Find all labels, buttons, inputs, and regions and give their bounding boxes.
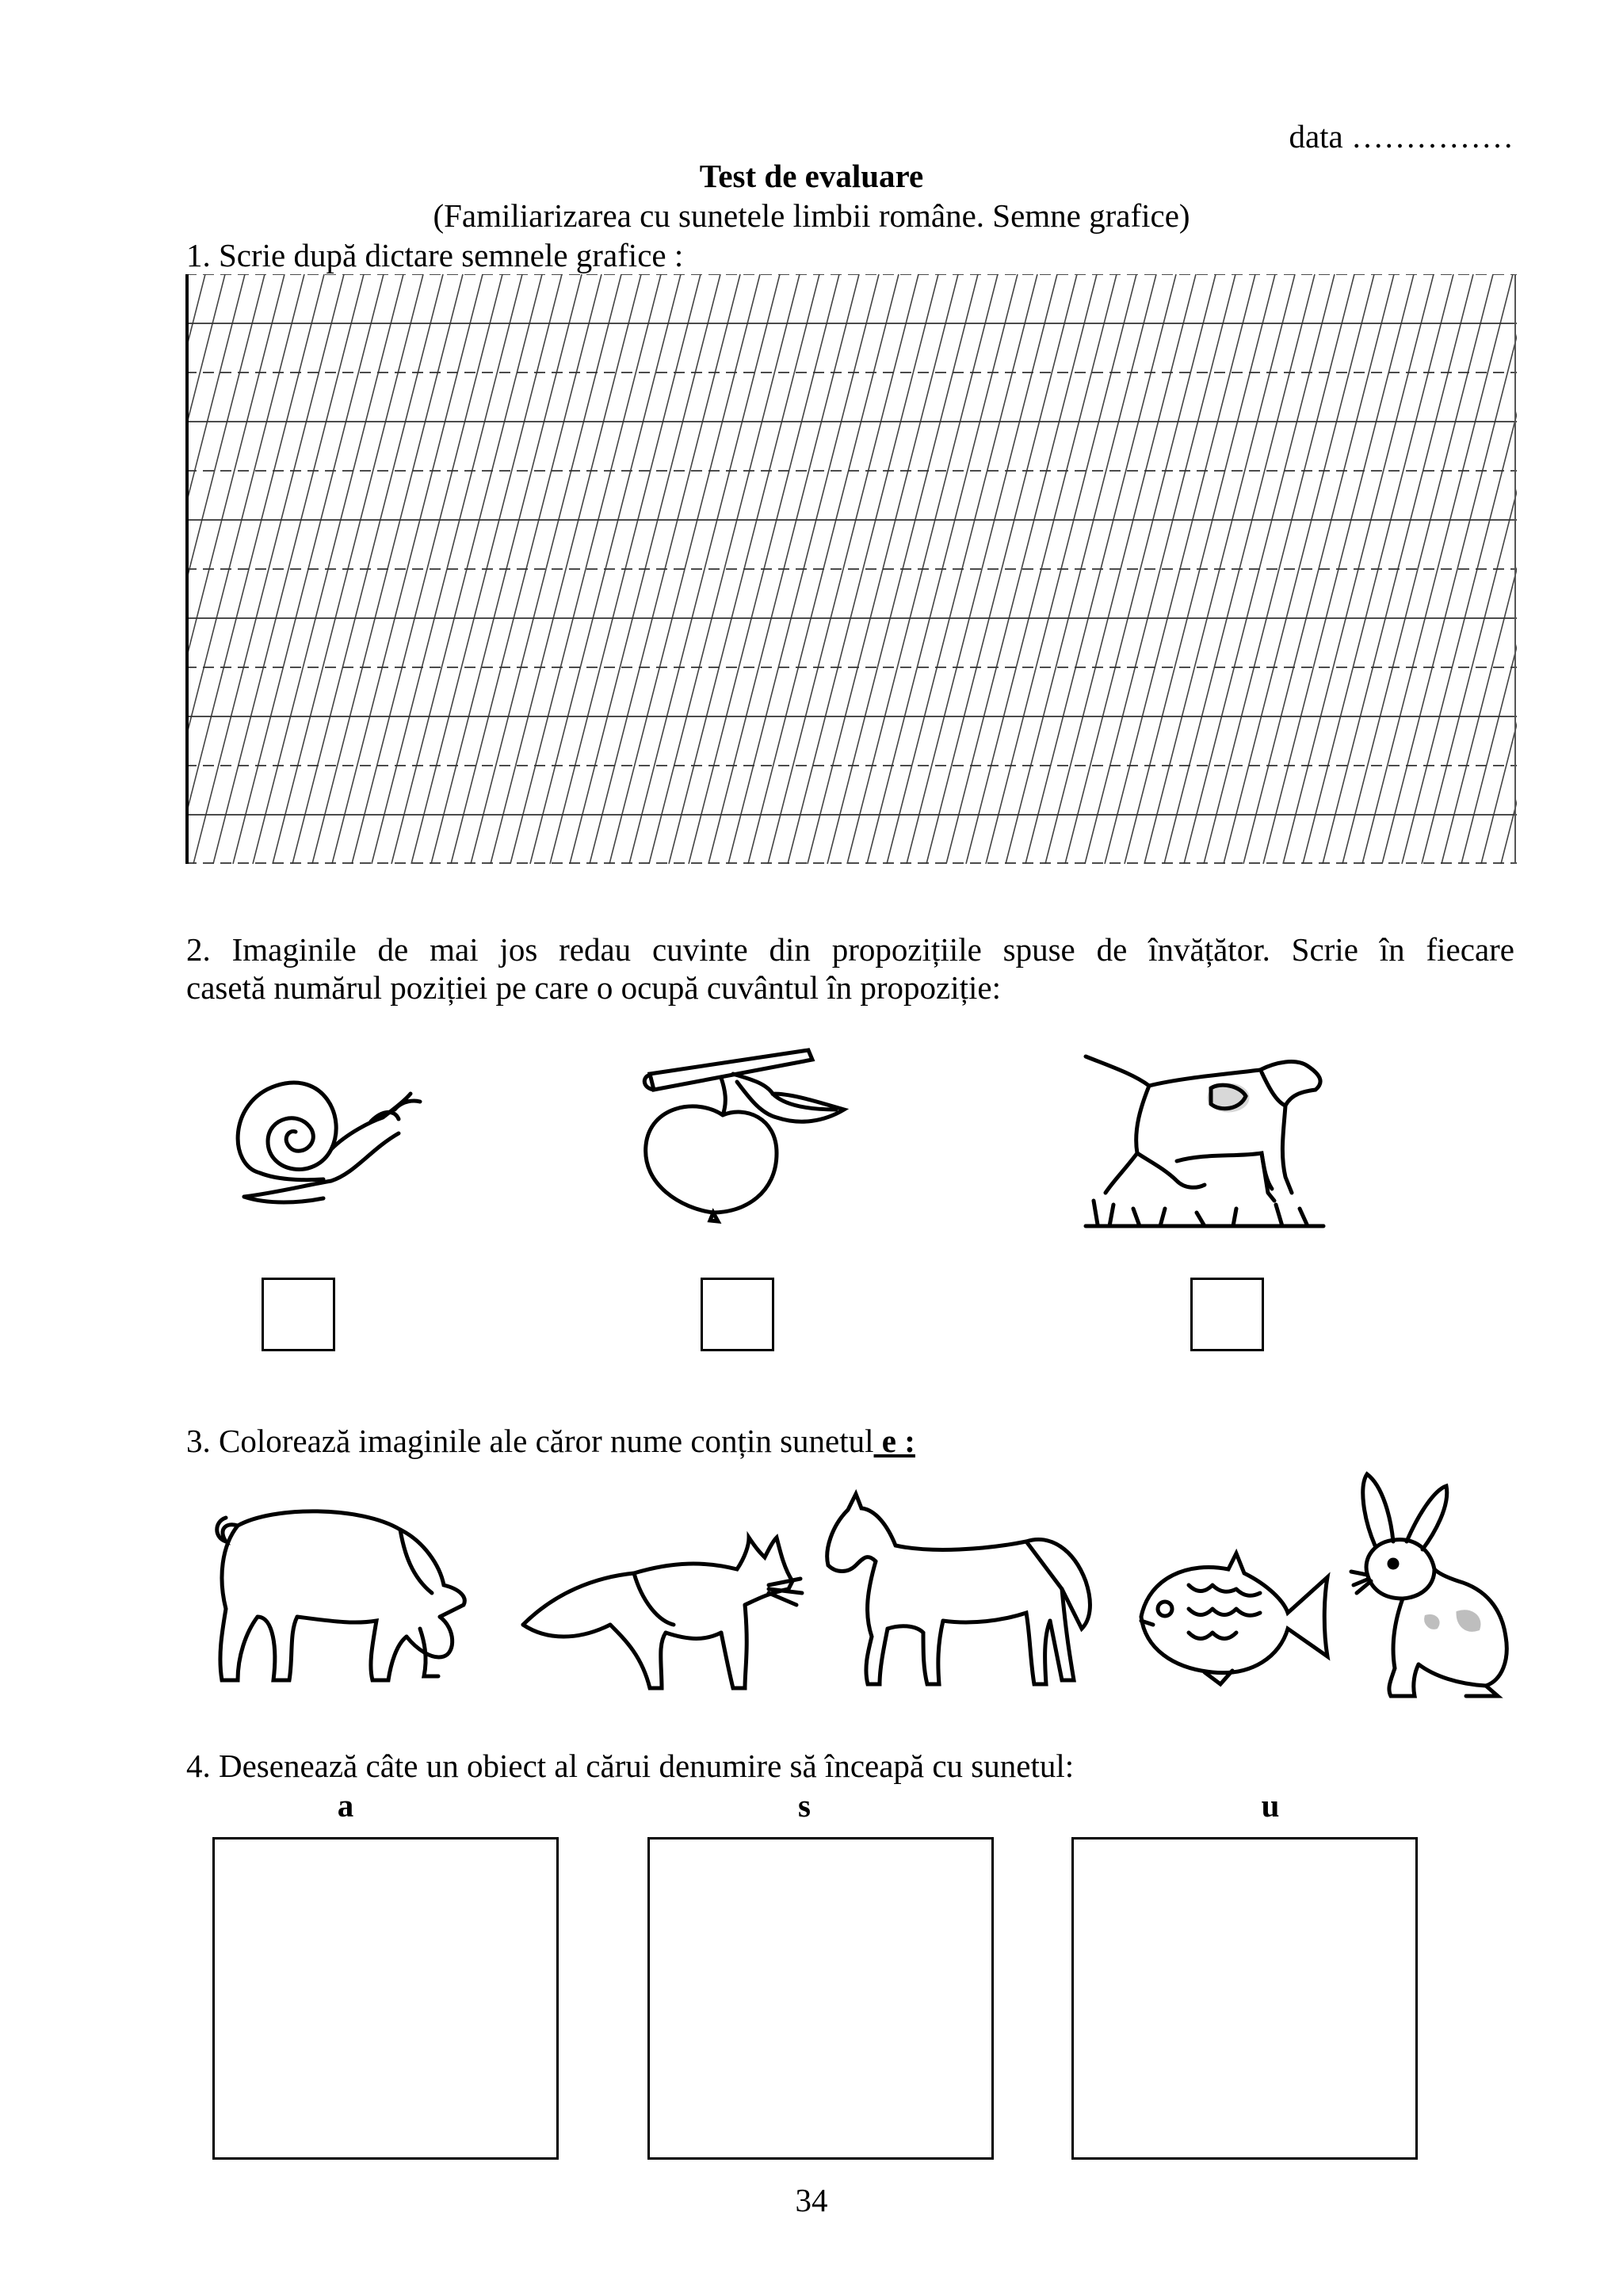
horse-icon[interactable] xyxy=(812,1486,1106,1700)
page-title: Test de evaluare xyxy=(699,158,924,194)
rabbit-icon[interactable] xyxy=(1347,1470,1514,1704)
question-3-text xyxy=(186,1422,915,1460)
answer-box-snail[interactable] xyxy=(262,1278,335,1351)
question-2-line-1: 2. Imaginile de mai jos redau cuvinte din propozițiile spuse de învățător. Scrie în fiecare xyxy=(186,931,1514,968)
fox-icon[interactable] xyxy=(507,1506,808,1704)
page-number: 34 xyxy=(795,2182,828,2218)
apple-icon xyxy=(634,1042,864,1228)
letter-u: u xyxy=(1261,1787,1280,1824)
page-subtitle: (Familiarizarea cu sunetele limbii române. Semne grafice) xyxy=(433,197,1190,234)
target-sound: e : xyxy=(873,1423,915,1459)
letter-s: s xyxy=(798,1787,811,1824)
fish-icon[interactable] xyxy=(1133,1545,1339,1688)
handwriting-lines-area[interactable] xyxy=(185,274,1517,864)
dog-icon xyxy=(1078,1042,1331,1232)
letter-a: a xyxy=(337,1787,354,1824)
question-1-text: 1. Scrie după dictare semnele grafice : xyxy=(186,237,684,273)
snail-icon xyxy=(212,1054,434,1213)
drawing-box-u[interactable] xyxy=(1071,1837,1418,2160)
question-4-text: 4. Desenează câte un obiect al cărui denumire să înceapă cu sunetul: xyxy=(186,1748,1075,1784)
question-2-line-2: casetă numărul poziției pe care o ocupă cuvântul în propoziție: xyxy=(186,969,1002,1006)
date-label: data …………… xyxy=(1289,118,1514,155)
question-3-label: 3. Colorează imaginile ale căror nume conțin sunetul xyxy=(186,1423,874,1459)
answer-box-apple[interactable] xyxy=(701,1278,774,1351)
drawing-box-s[interactable] xyxy=(647,1837,994,2160)
pig-icon[interactable] xyxy=(202,1498,479,1696)
answer-box-dog[interactable] xyxy=(1190,1278,1264,1351)
drawing-box-a[interactable] xyxy=(212,1837,559,2160)
question-2-text xyxy=(186,930,1514,1007)
